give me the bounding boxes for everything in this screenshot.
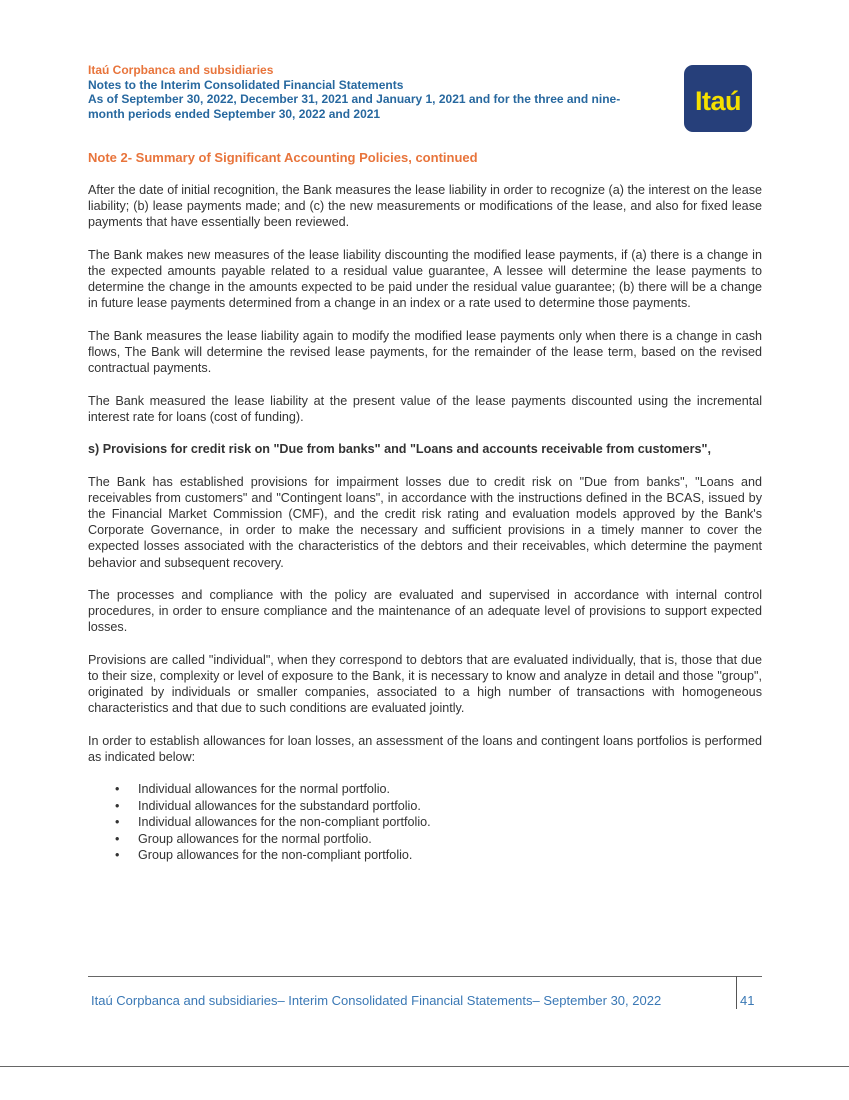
page-header	[88, 63, 648, 121]
logo-text: Itaú	[694, 86, 741, 116]
note-title: Note 2- Summary of Significant Accounting Policies, continued	[88, 150, 478, 165]
itau-logo	[684, 65, 752, 132]
paragraph: The Bank measured the lease liability at the present value of the lease payments discounted using the incremental interest rate for loans (cost of funding).	[88, 393, 762, 424]
list-item: • Individual allowances for the normal portfolio.	[138, 781, 762, 798]
paragraph: The Bank measures the lease liability again to modify the modified lease payments only when there is a change in cash flows, The Bank will determine the revised lease payments, for the remainder of the lease term, based on the revised contractual payments.	[88, 328, 762, 376]
footer-divider	[88, 976, 762, 977]
page-number: 41	[740, 993, 755, 1008]
footer-vertical-divider	[736, 976, 737, 1009]
document-body	[88, 182, 762, 864]
list-item: • Group allowances for the normal portfolio.	[138, 831, 762, 848]
period-line-1: As of September 30, 2022, December 31, 2021 and January 1, 2021 and for the three and nine-	[88, 92, 621, 107]
allowance-list	[88, 781, 762, 864]
section-heading: s) Provisions for credit risk on "Due from banks" and "Loans and accounts receivable from customers",	[88, 442, 711, 457]
list-item: • Individual allowances for the substandard portfolio.	[138, 798, 762, 815]
company-name: Itaú Corpbanca and subsidiaries	[88, 63, 274, 77]
period-line-2: month periods ended September 30, 2022 and 2021	[88, 106, 381, 121]
paragraph: Provisions are called "individual", when they correspond to debtors that are evaluated individually, that is, those that due to their size, complexity or level of exposure to the Bank, it is necessary to know and analyze in detail and those "group", originated by individuals or smaller companies, associated to a high number of transactions with homogeneous characteristics and that due to such conditions are evaluated jointly.	[88, 652, 762, 716]
paragraph: In order to establish allowances for loan losses, an assessment of the loans and contingent loans portfolios is performed as indicated below:	[88, 733, 762, 764]
page-bottom-divider	[0, 1066, 849, 1067]
list-item: • Group allowances for the non-compliant portfolio.	[138, 847, 762, 864]
paragraph: The Bank has established provisions for impairment losses due to credit risk on "Due from banks", "Loans and receivables from customers" and "Contingent loans", in accordance with the instructions defined in the BCAS, issued by the Financial Market Commission (CMF), and the credit risk rating and evaluation models approved by the Bank's Corporate Governance, in order to make the necessary and sufficient provisions in a timely manner to cover the expected losses associated with the characteristics of the debtors and their receivables, which determine the payment behavior and subsequent recovery.	[88, 474, 762, 570]
document-title: Notes to the Interim Consolidated Financial Statements	[88, 77, 404, 92]
list-item: • Individual allowances for the non-compliant portfolio.	[138, 814, 762, 831]
paragraph: The Bank makes new measures of the lease liability discounting the modified lease payments, if (a) there is a change in the expected amounts payable related to a residual value guarantee, A lessee will determine the lease payments to determine the change in the amounts expected to be paid under the residual value guarantee; (b) there will be a change in future lease payments determined from a change in an index or a rate used to determine those payments.	[88, 247, 762, 311]
paragraph: The processes and compliance with the policy are evaluated and supervised in accordance with internal control procedures, in order to ensure compliance and the maintenance of an adequate level of provisions to support expected losses.	[88, 587, 762, 635]
paragraph: After the date of initial recognition, the Bank measures the lease liability in order to recognize (a) the interest on the lease liability; (b) lease payments made; and (c) the new measurements or modifications of the lease, and also for fixed lease payments that have essentially been reviewed.	[88, 183, 762, 230]
footer-text: Itaú Corpbanca and subsidiaries– Interim Consolidated Financial Statements– September 30, 2022	[91, 993, 662, 1008]
